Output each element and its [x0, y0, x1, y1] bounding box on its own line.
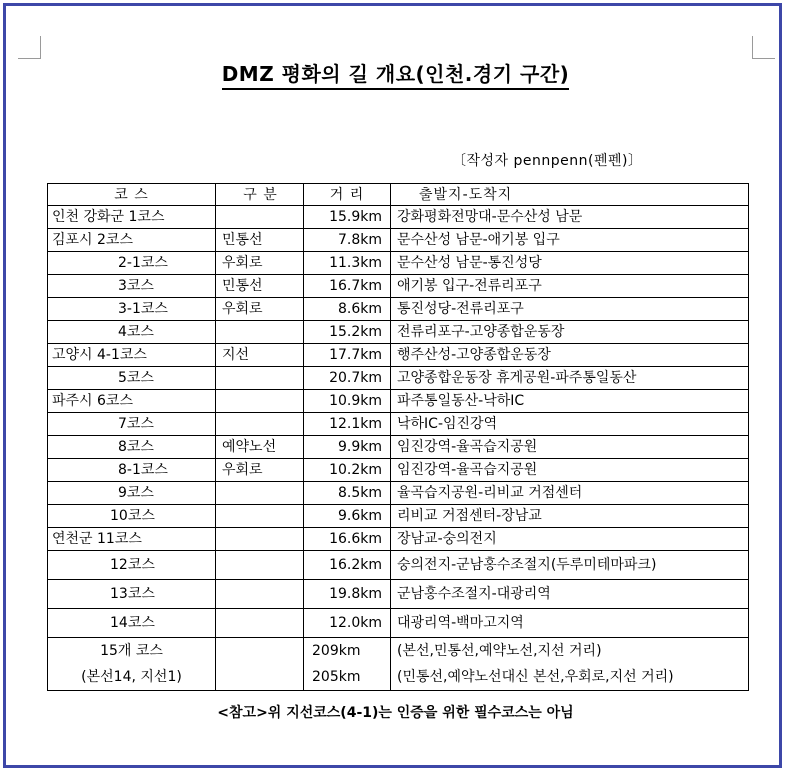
table-row	[48, 580, 749, 609]
course-cell: 4코스	[48, 321, 216, 344]
type-cell	[216, 551, 304, 580]
course-table	[47, 183, 749, 691]
route-cell: 고양종합운동장 휴게공원-파주통일동산	[391, 367, 749, 390]
route-cell: 임진강역-율곡습지공원	[391, 436, 749, 459]
distance-cell: 10.2km	[304, 459, 391, 482]
route-cell: 애기봉 입구-전류리포구	[391, 275, 749, 298]
table-row	[48, 229, 749, 252]
header-distance: 거 리	[304, 184, 391, 206]
type-cell	[216, 528, 304, 551]
course-cell: 12코스	[48, 551, 216, 580]
distance-cell: 8.5km	[304, 482, 391, 505]
table-row	[48, 413, 749, 436]
course-cell: 10코스	[48, 505, 216, 528]
course-cell: 13코스	[48, 580, 216, 609]
summary-course-breakdown: (본선14, 지선1)	[48, 664, 216, 691]
route-cell: 전류리포구-고양종합운동장	[391, 321, 749, 344]
summary-route-note-alt: (민통선,예약노선대신 본선,우회로,지선 거리)	[391, 664, 749, 691]
course-cell: 인천 강화군 1코스	[48, 206, 216, 229]
route-cell: 문수산성 남문-애기봉 입구	[391, 229, 749, 252]
course-cell: 8코스	[48, 436, 216, 459]
document-title: DMZ 평화의 길 개요(인천.경기 구간)	[0, 58, 791, 87]
type-cell	[216, 609, 304, 638]
distance-cell: 11.3km	[304, 252, 391, 275]
route-cell: 행주산성-고양종합운동장	[391, 344, 749, 367]
table-row	[48, 344, 749, 367]
header-course: 코 스	[48, 184, 216, 206]
table-row	[48, 275, 749, 298]
route-cell: 낙하IC-임진강역	[391, 413, 749, 436]
course-cell: 3-1코스	[48, 298, 216, 321]
route-cell: 통진성당-전류리포구	[391, 298, 749, 321]
summary-distance-total: 209km	[304, 638, 391, 665]
header-type: 구 분	[216, 184, 304, 206]
type-cell	[216, 413, 304, 436]
table-header-row	[48, 184, 749, 206]
distance-cell: 12.0km	[304, 609, 391, 638]
reference-note: <참고>위 지선코스(4-1)는 인증을 위한 필수코스는 아님	[217, 705, 574, 721]
course-cell: 7코스	[48, 413, 216, 436]
type-cell	[216, 390, 304, 413]
type-cell	[216, 206, 304, 229]
distance-cell: 7.8km	[304, 229, 391, 252]
summary-row-alt	[48, 664, 749, 691]
page-corner-mark-left	[18, 36, 41, 59]
distance-cell: 20.7km	[304, 367, 391, 390]
distance-cell: 9.9km	[304, 436, 391, 459]
author-line: 〔작성자 pennpenn(펜펜)〕	[452, 153, 643, 169]
type-cell: 지선	[216, 344, 304, 367]
table-row	[48, 390, 749, 413]
route-cell: 리비교 거점센터-장남교	[391, 505, 749, 528]
distance-cell: 19.8km	[304, 580, 391, 609]
table-row	[48, 609, 749, 638]
course-cell: 고양시 4-1코스	[48, 344, 216, 367]
distance-cell: 8.6km	[304, 298, 391, 321]
course-cell: 9코스	[48, 482, 216, 505]
distance-cell: 17.7km	[304, 344, 391, 367]
distance-cell: 15.2km	[304, 321, 391, 344]
type-cell	[216, 580, 304, 609]
type-cell: 예약노선	[216, 436, 304, 459]
table-row	[48, 206, 749, 229]
table-row	[48, 459, 749, 482]
route-cell: 강화평화전망대-문수산성 남문	[391, 206, 749, 229]
summary-route-note: (본선,민통선,예약노선,지선 거리)	[391, 638, 749, 665]
distance-cell: 15.9km	[304, 206, 391, 229]
route-cell: 파주통일동산-낙하IC	[391, 390, 749, 413]
type-cell: 민통선	[216, 275, 304, 298]
table-row	[48, 252, 749, 275]
type-cell: 우회로	[216, 298, 304, 321]
course-cell: 연천군 11코스	[48, 528, 216, 551]
type-cell	[216, 482, 304, 505]
distance-cell: 10.9km	[304, 390, 391, 413]
route-cell: 문수산성 남문-통진성당	[391, 252, 749, 275]
type-cell: 민통선	[216, 229, 304, 252]
route-cell: 장남교-숭의전지	[391, 528, 749, 551]
summary-type-empty	[216, 664, 304, 691]
course-cell: 8-1코스	[48, 459, 216, 482]
type-cell	[216, 321, 304, 344]
table-row	[48, 482, 749, 505]
page-corner-mark-right	[752, 36, 775, 59]
table-row	[48, 551, 749, 580]
table-row	[48, 528, 749, 551]
route-cell: 율곡습지공원-리비교 거점센터	[391, 482, 749, 505]
route-cell: 대광리역-백마고지역	[391, 609, 749, 638]
distance-cell: 16.2km	[304, 551, 391, 580]
distance-cell: 9.6km	[304, 505, 391, 528]
summary-type-empty	[216, 638, 304, 665]
distance-cell: 12.1km	[304, 413, 391, 436]
type-cell: 우회로	[216, 459, 304, 482]
course-cell: 3코스	[48, 275, 216, 298]
distance-cell: 16.6km	[304, 528, 391, 551]
summary-row-total	[48, 638, 749, 665]
distance-cell: 16.7km	[304, 275, 391, 298]
route-cell: 군남홍수조절지-대광리역	[391, 580, 749, 609]
course-cell: 14코스	[48, 609, 216, 638]
route-cell: 숭의전지-군남홍수조절지(두루미테마파크)	[391, 551, 749, 580]
summary-course-count: 15개 코스	[48, 638, 216, 665]
course-cell: 파주시 6코스	[48, 390, 216, 413]
course-cell: 5코스	[48, 367, 216, 390]
header-route: 출발지-도착지	[391, 184, 749, 206]
type-cell	[216, 505, 304, 528]
route-cell: 임진강역-율곡습지공원	[391, 459, 749, 482]
table-row	[48, 321, 749, 344]
type-cell	[216, 367, 304, 390]
table-row	[48, 505, 749, 528]
course-cell: 김포시 2코스	[48, 229, 216, 252]
table-row	[48, 367, 749, 390]
table-row	[48, 298, 749, 321]
summary-distance-alt: 205km	[304, 664, 391, 691]
course-cell: 2-1코스	[48, 252, 216, 275]
table-row	[48, 436, 749, 459]
type-cell: 우회로	[216, 252, 304, 275]
